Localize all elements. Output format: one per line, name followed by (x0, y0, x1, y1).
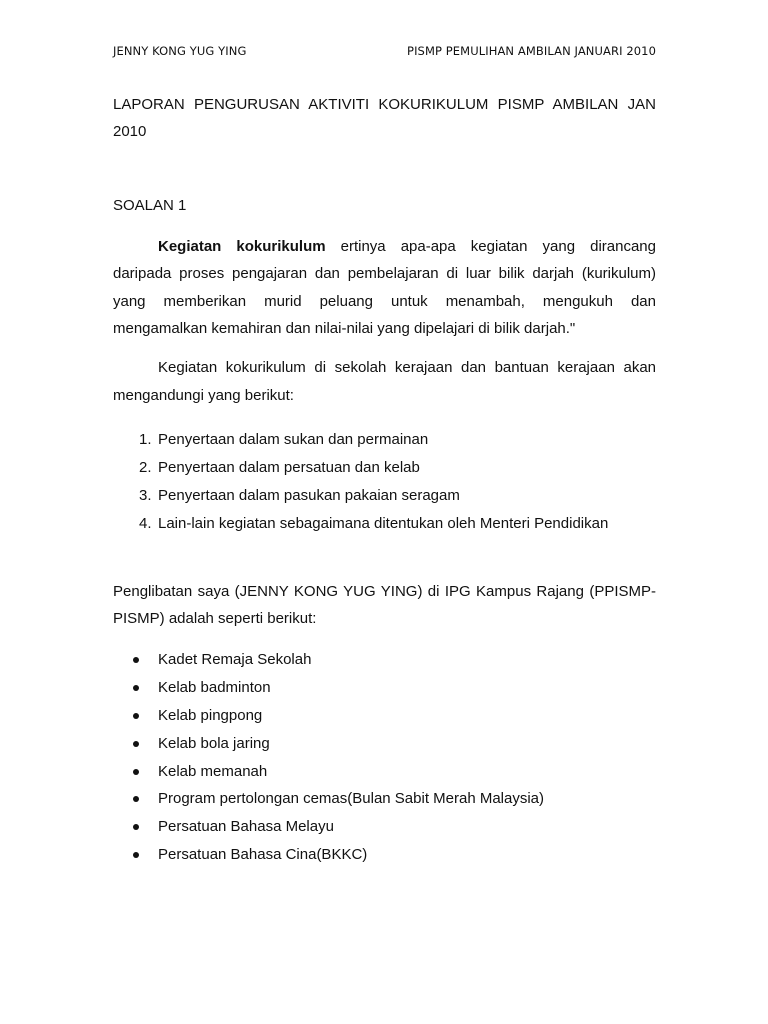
bullet-item (113, 841, 656, 869)
bullet-item-text: Persatuan Bahasa Cina(BKKC) (158, 846, 368, 864)
list-item (113, 510, 656, 538)
list-item (113, 454, 656, 482)
list-item-number: 4. (139, 515, 152, 532)
involvement-line-1: Penglibatan saya (JENNY KONG YUG YING) di IPG Kampus Rajang (PPISMP- (113, 583, 656, 600)
intro-line-2: mengandungi yang berikut: (113, 387, 294, 404)
definition-line-1-rest: ertinya apa-apa kegiatan yang dirancang (340, 238, 656, 255)
header-author: JENNY KONG YUG YING (113, 44, 247, 58)
bullet-icon (133, 685, 139, 691)
bullet-icon (133, 769, 139, 775)
bullet-item-text: Kelab bola jaring (158, 734, 270, 752)
list-item-number: 2. (139, 459, 152, 476)
definition-line-2: daripada proses pengajaran dan pembelajaran di luar bilik darjah (kurikulum) (113, 265, 656, 283)
list-item-text: Penyertaan dalam persatuan dan kelab (158, 459, 420, 476)
involvement-paragraph (113, 578, 656, 632)
list-item-text: Lain-lain kegiatan sebagaimana ditentukan oleh Menteri Pendidikan (158, 515, 609, 532)
bullet-item-text: Program pertolongan cemas(Bulan Sabit Merah Malaysia) (158, 790, 545, 808)
bullet-item (113, 730, 656, 758)
bullet-icon (133, 741, 139, 747)
bullet-item (113, 674, 656, 702)
intro-paragraph (113, 354, 656, 410)
bullet-icon (133, 657, 139, 663)
bullet-item-text: Kadet Remaja Sekolah (158, 651, 312, 668)
bullet-item (113, 646, 656, 674)
bullet-item (113, 702, 656, 730)
bullet-list (113, 646, 656, 869)
definition-term: Kegiatan kokurikulum (158, 238, 326, 255)
list-item-text: Penyertaan dalam sukan dan permainan (158, 431, 429, 448)
bullet-icon (133, 824, 139, 830)
header-course: PISMP PEMULIHAN AMBILAN JANUARI 2010 (407, 44, 656, 58)
list-item (113, 482, 656, 510)
bullet-item-text: Persatuan Bahasa Melayu (158, 818, 334, 836)
intro-line-1: Kegiatan kokurikulum di sekolah kerajaan dan bantuan kerajaan akan (158, 359, 656, 376)
title-line-2: 2010 (113, 123, 147, 140)
definition-paragraph (113, 233, 656, 342)
bullet-icon (133, 713, 139, 719)
bullet-item (113, 758, 656, 786)
bullet-item-text: Kelab pingpong (158, 706, 263, 724)
involvement-line-2: PISMP) adalah seperti berikut: (113, 610, 317, 627)
page-header (113, 44, 656, 64)
list-item-text: Penyertaan dalam pasukan pakaian seragam (158, 487, 460, 504)
list-item (113, 426, 656, 454)
bullet-item (113, 813, 656, 841)
bullet-item (113, 785, 656, 813)
definition-line-3: yang memberikan murid peluang untuk menambah, mengukuh dan (113, 292, 656, 310)
list-item-number: 1. (139, 431, 152, 448)
section-heading: SOALAN 1 (113, 197, 187, 214)
title-line-1: LAPORAN PENGURUSAN AKTIVITI KOKURIKULUM PISMP AMBILAN JAN (113, 96, 656, 113)
numbered-list (113, 426, 656, 538)
definition-line-4: mengamalkan kemahiran dan nilai-nilai yang dipelajari di bilik darjah." (113, 319, 576, 337)
bullet-item-text: Kelab memanah (158, 762, 268, 780)
bullet-icon (133, 796, 139, 802)
list-item-number: 3. (139, 487, 152, 504)
bullet-icon (133, 852, 139, 858)
definition-line-1 (113, 233, 656, 260)
bullet-item-text: Kelab badminton (158, 678, 271, 696)
document-title (113, 91, 656, 145)
